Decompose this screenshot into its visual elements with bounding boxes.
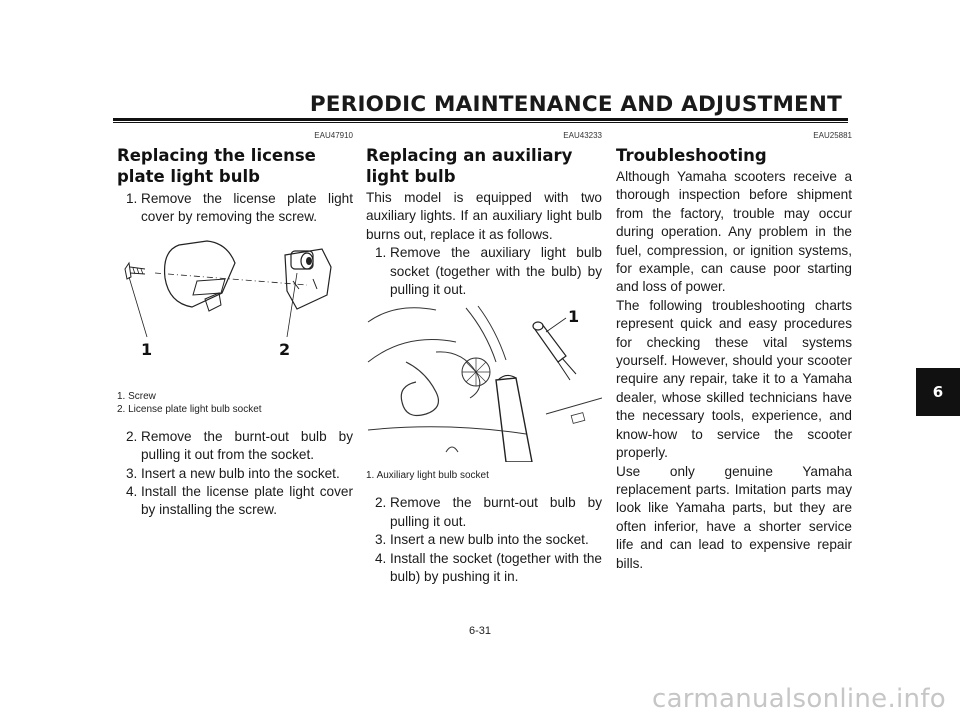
step-item: 3. Insert a new bulb into the socket. [126, 465, 340, 481]
column-license-plate [117, 131, 353, 520]
step-item: 2. Remove the burnt-out bulb by pulling it out from the socket. [126, 428, 353, 463]
header-rule [113, 118, 848, 121]
step-item: 1. Remove the auxiliary light bulb socket (together with the bulb) by pulling it out. [375, 245, 602, 298]
caption-item: 1. Auxiliary light bulb socket [366, 470, 489, 482]
steps-list [117, 428, 353, 520]
caption-item: 1. Screw [117, 390, 156, 402]
column-auxiliary-light [366, 131, 602, 586]
section-heading: Replacing the license plate light bulb [117, 146, 316, 186]
body-paragraph: Use only genuine Yamaha replacement parts. Imitation parts may look like Yamaha parts, but they are often inferior, have a shorter service life and can lead to expensive repair bills. [616, 463, 852, 571]
page-number: 6-31 [468, 625, 492, 637]
steps-list [366, 494, 602, 586]
step-item: 1. Remove the license plate light cover by removing the screw. [126, 191, 353, 225]
section-code: EAU47910 [314, 131, 353, 140]
step-item: 2. Remove the burnt-out bulb by pulling it out. [375, 495, 602, 529]
figure-label: 1 [141, 339, 153, 359]
caption-item: 2. License plate light bulb socket [117, 403, 262, 415]
section-heading: Troubleshooting [616, 146, 767, 165]
step-item: 4. Install the socket (together with the bulb) by pushing it in. [375, 550, 602, 585]
step-item: 4. Install the license plate light cover by installing the screw. [126, 484, 353, 518]
section-code: EAU43233 [563, 131, 602, 140]
license-plate-light-figure [117, 233, 353, 383]
figure-label: 2 [279, 339, 291, 359]
page-header-title: PERIODIC MAINTENANCE AND ADJUSTMENT [309, 92, 842, 117]
step-item: 3. Insert a new bulb into the socket. [375, 532, 589, 548]
watermark: carmanualsonline.info [651, 684, 946, 714]
steps-list [117, 190, 353, 227]
body-paragraph: Although Yamaha scooters receive a thorough inspection before shipment from the factory, trouble may occur during operation. Any problem in the fuel, compression, or ignition systems, for example, can cause poor starting and loss of power. [616, 169, 852, 295]
chapter-tab: 6 [916, 368, 960, 416]
body-paragraph: The following troubleshooting charts represent quick and easy procedures for checking these vital systems yourself. However, should your scooter require any repair, take it to a Yamaha dealer, whose skilled technicians have the necessary tools, experience, and know-how to service the scooter properly. [616, 297, 852, 461]
intro-paragraph: This model is equipped with two auxiliary lights. If an auxiliary light bulb burns out, replace it as follows. [366, 190, 602, 242]
header-rule-thin [113, 122, 848, 123]
steps-list [366, 244, 602, 299]
figure-label: 1 [568, 307, 580, 327]
section-heading: Replacing an auxiliary light bulb [366, 146, 573, 186]
figure-captions [117, 390, 353, 416]
section-code: EAU25881 [813, 131, 852, 140]
column-troubleshooting [616, 131, 852, 573]
auxiliary-light-figure [366, 302, 602, 462]
